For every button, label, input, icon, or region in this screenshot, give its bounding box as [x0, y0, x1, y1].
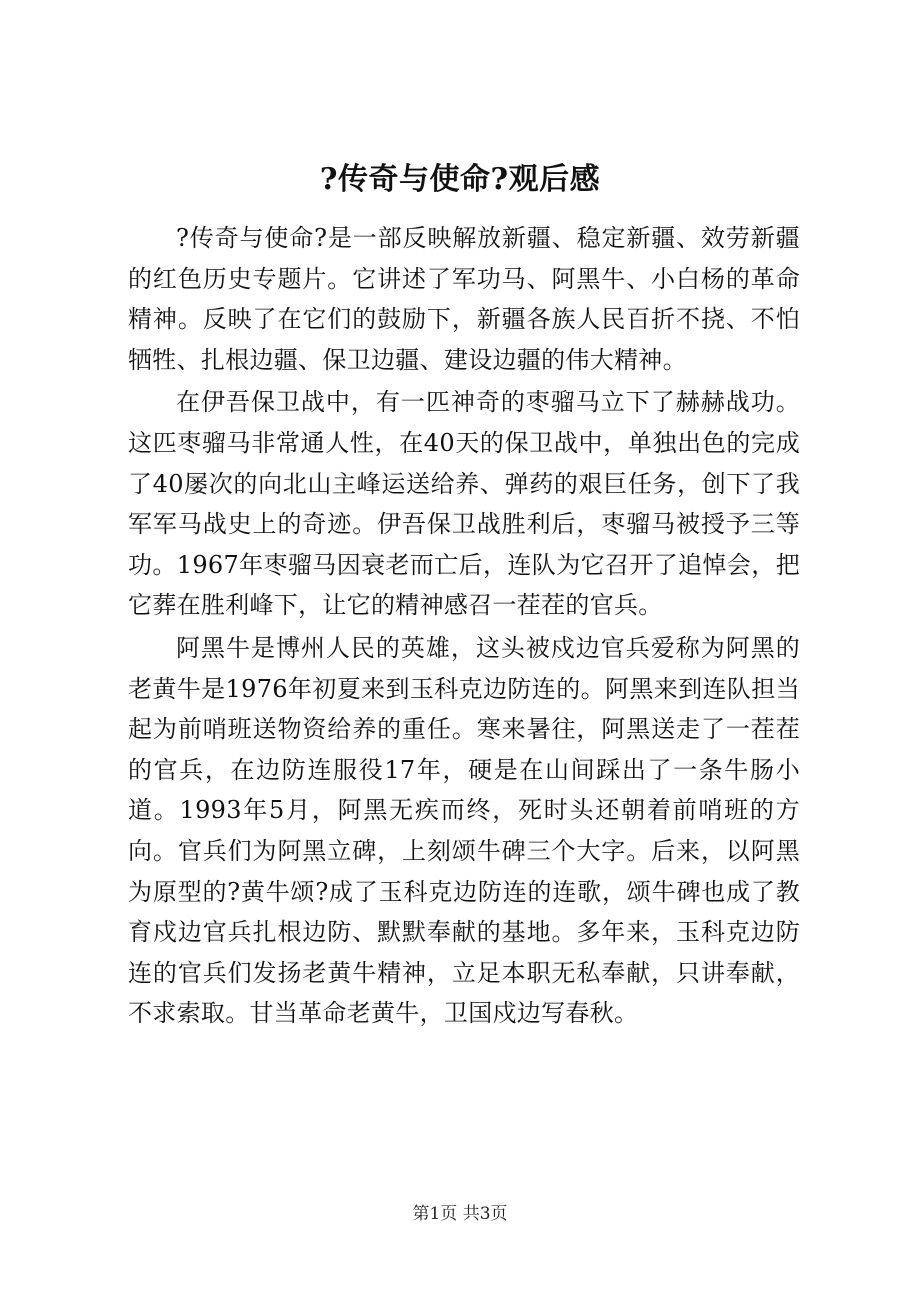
document-title: ?传奇与使命?观后感 [319, 162, 601, 197]
page-footer [0, 1202, 920, 1226]
paragraph-black-ox: 阿黑牛是博州人民的英雄，这头被戍边官兵爱称为阿黑的老黄牛是1976年初夏来到玉科克边防连的。阿黑来到连队担当起为前哨班送物资给养的重任。寒来暑往，阿黑送走了一茬茬的官兵，在边防连服役17年，硬是在山间踩出了一条牛肠小道。1993年5月，阿黑无疾而终，死时头还朝着前哨班的方向。官兵们为阿黑立碑，上刻颂牛碑三个大字。后来，以阿黑为原型的?黄牛颂?成了玉科克边防连的连歌，颂牛碑也成了教育戍边官兵扎根边防、默默奉献的基地。多年来，玉科克边防连的官兵们发扬老黄牛精神，立足本职无私奉献，只讲奉献，不求索取。甘当革命老黄牛，卫国戍边写春秋。 [128, 633, 800, 1028]
paragraph-intro: ?传奇与使命?是一部反映解放新疆、稳定新疆、效劳新疆的红色历史专题片。它讲述了军功马、阿黑牛、小白杨的革命精神。反映了在它们的鼓励下，新疆各族人民百折不挠、不怕牺牲、扎根边疆、保卫边疆、建设边疆的伟大精神。 [128, 224, 800, 374]
paragraph-jujube-horse: 在伊吾保卫战中，有一匹神奇的枣骝马立下了赫赫战功。这匹枣骝马非常通人性，在40天的保卫战中，单独出色的完成了40屡次的向北山主峰运送给养、弹药的艰巨任务，创下了我军军马战史上的奇迹。伊吾保卫战胜利后，枣骝马被授予三等功。1967年枣骝马因衰老而亡后，连队为它召开了追悼会，把它葬在胜利峰下，让它的精神感召一茬茬的官兵。 [128, 388, 800, 620]
document-body [128, 218, 800, 1034]
page-number: 第1页 共3页 [412, 1204, 508, 1224]
